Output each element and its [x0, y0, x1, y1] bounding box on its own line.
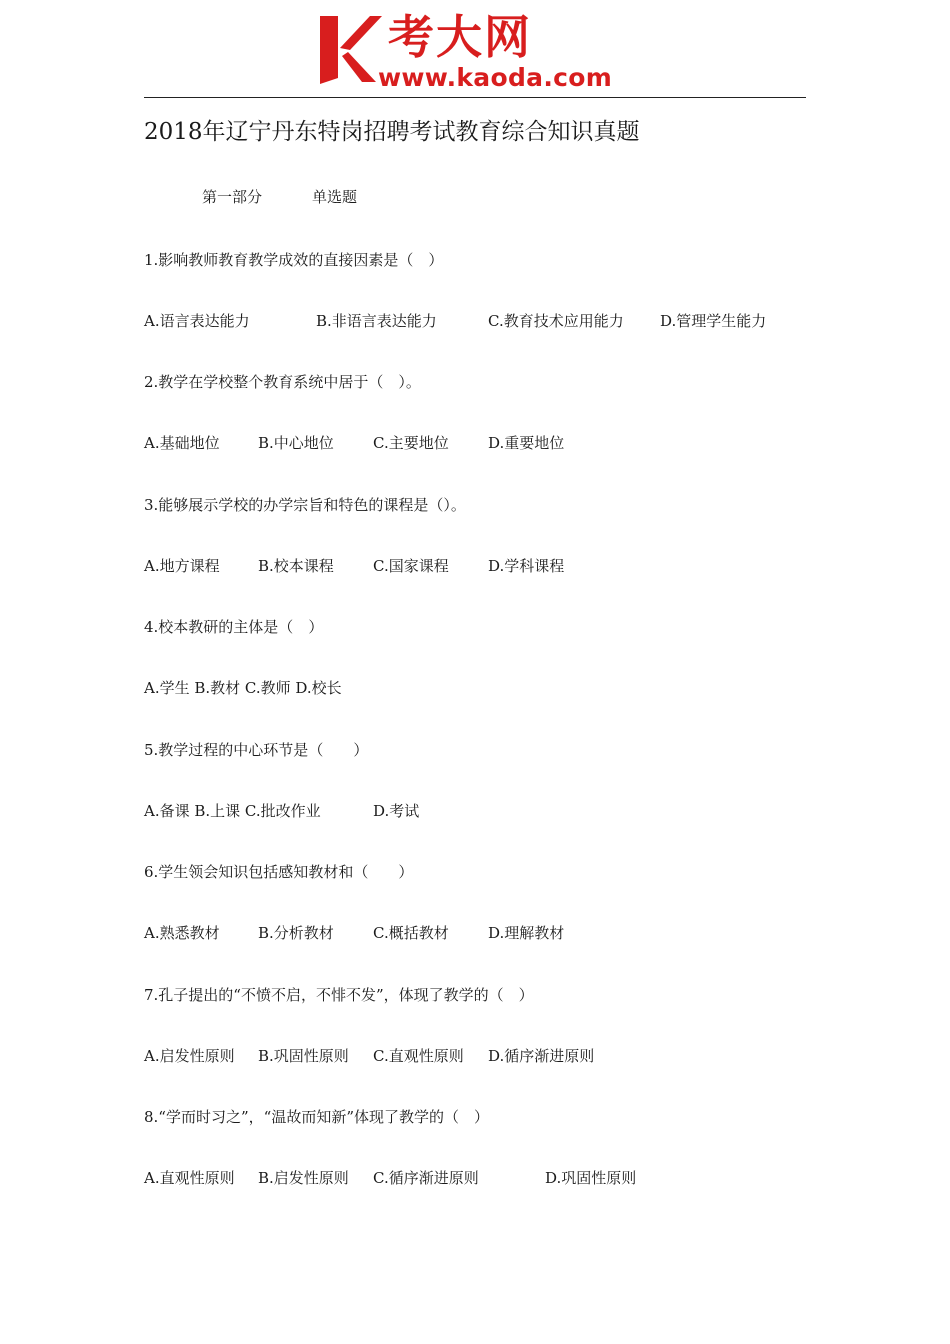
- option-a: A.直观性原则: [144, 1169, 235, 1187]
- option-b: B.校本课程: [258, 557, 334, 575]
- kaoda-logo[interactable]: [318, 10, 638, 92]
- option-c: C.概括教材: [373, 924, 449, 942]
- question-stem: 2.教学在学校整个教育系统中居于（ ）。: [144, 373, 421, 391]
- option-a: A.地方课程: [144, 557, 220, 575]
- options-line: A.学生 B.教材 C.教师 D.校长: [144, 679, 342, 697]
- option-c: C.循序渐进原则: [373, 1169, 479, 1187]
- option-d: D.重要地位: [488, 434, 565, 452]
- question-stem: 7.孔子提出的“不愤不启，不悱不发”，体现了教学的（ ）: [144, 986, 534, 1004]
- option-b: B.巩固性原则: [258, 1047, 349, 1065]
- question-stem: 3.能够展示学校的办学宗旨和特色的课程是（）。: [144, 496, 466, 514]
- header-divider: [144, 97, 806, 98]
- option-a: A.熟悉教材: [144, 924, 220, 942]
- section-type: 单选题: [312, 188, 358, 206]
- option-c: C.主要地位: [373, 434, 449, 452]
- option-b: B.非语言表达能力: [316, 312, 437, 330]
- document-title: 2018年辽宁丹东特岗招聘考试教育综合知识真题: [144, 119, 640, 145]
- section-heading: [202, 186, 357, 208]
- option-d: D.循序渐进原则: [488, 1047, 595, 1065]
- option-b: B.分析教材: [258, 924, 334, 942]
- question-stem: 8.“学而时习之”，“温故而知新”体现了教学的（ ）: [144, 1108, 489, 1126]
- option-b: B.启发性原则: [258, 1169, 349, 1187]
- options-line: A.备课 B.上课 C.批改作业: [144, 802, 321, 820]
- option-b: B.中心地位: [258, 434, 334, 452]
- section-part: 第一部分: [202, 188, 263, 206]
- option-d: D.考试: [373, 802, 420, 820]
- option-c: C.教育技术应用能力: [488, 312, 624, 330]
- option-a: A.语言表达能力: [144, 312, 250, 330]
- option-d: D.学科课程: [488, 557, 565, 575]
- logo-text: 考大网: [388, 10, 532, 64]
- k-logo-icon: [318, 14, 382, 84]
- option-d: D.巩固性原则: [545, 1169, 637, 1187]
- option-a: A.基础地位: [144, 434, 220, 452]
- option-d: D.理解教材: [488, 924, 565, 942]
- option-c: C.国家课程: [373, 557, 449, 575]
- option-c: C.直观性原则: [373, 1047, 464, 1065]
- question-stem: 4.校本教研的主体是（ ）: [144, 618, 324, 636]
- option-d: D.管理学生能力: [660, 312, 767, 330]
- question-stem: 6.学生领会知识包括感知教材和（ ）: [144, 863, 414, 881]
- question-stem: 5.教学过程的中心环节是（ ）: [144, 741, 369, 759]
- logo-url: www.kaoda.com: [378, 63, 613, 92]
- question-stem: 1.影响教师教育教学成效的直接因素是（ ）: [144, 251, 444, 269]
- option-a: A.启发性原则: [144, 1047, 235, 1065]
